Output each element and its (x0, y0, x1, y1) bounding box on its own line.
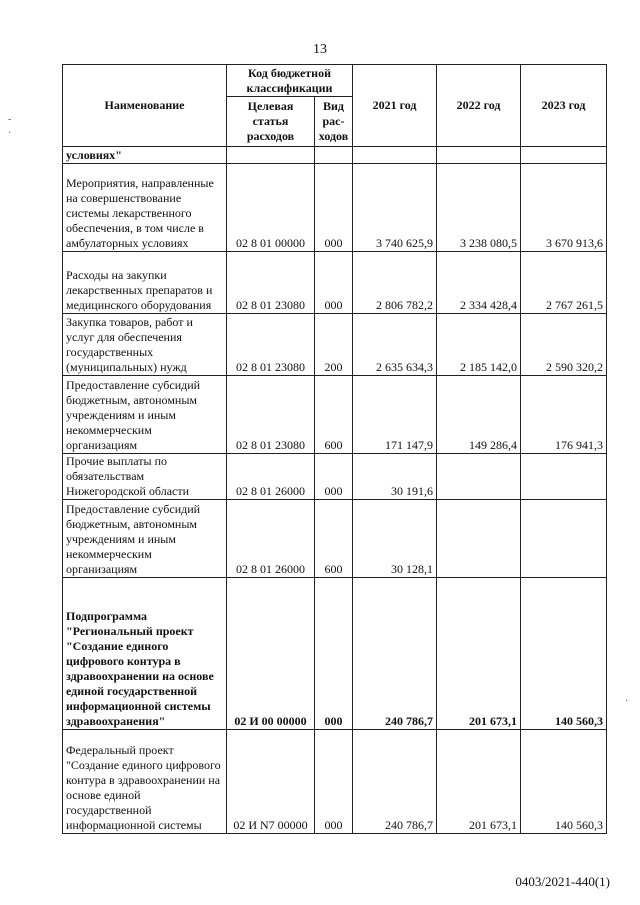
cell-2022: 2 334 428,4 (437, 252, 521, 314)
header-name: Наименование (63, 65, 227, 147)
cell-2023 (521, 500, 607, 578)
document-code: 0403/2021-440(1) (515, 874, 610, 889)
margin-mark: - (8, 114, 12, 125)
cell-2021: 240 786,7 (353, 578, 437, 730)
cell-2023: 2 590 320,2 (521, 314, 607, 376)
cell-2023: 3 670 913,6 (521, 164, 607, 252)
cell-2023 (521, 454, 607, 500)
header-target-article: Целевая статья расходов (227, 97, 315, 147)
cell-2022 (437, 147, 521, 164)
table-row (63, 164, 607, 252)
cell-target-article: 02 8 01 23080 (227, 314, 315, 376)
cell-2023: 140 560,3 (521, 730, 607, 834)
cell-target-article: 02 8 01 26000 (227, 454, 315, 500)
cell-name: Предоставление субсидий бюджетным, автономным учреждениям и иным некоммерческим организациям (63, 376, 227, 454)
cell-expense-type: 200 (315, 314, 353, 376)
cell-2021: 2 806 782,2 (353, 252, 437, 314)
table-body (63, 147, 607, 834)
cell-name: Подпрограмма "Региональный проект "Создание единого цифрового контура в здравоохранении на основе единой государственной информационной системы здравоохранения" (63, 578, 227, 730)
header-2023: 2023 год (521, 65, 607, 147)
page-number: 13 (313, 42, 327, 57)
table-row (63, 500, 607, 578)
margin-mark: · (625, 696, 629, 707)
cell-name: Федеральный проект "Создание единого цифрового контура в здравоохранении на основе единой государственной информационной системы (63, 730, 227, 834)
cell-2022: 2 185 142,0 (437, 314, 521, 376)
header-code-group: Код бюджетной классификации (227, 65, 353, 97)
cell-target-article: 02 8 01 00000 (227, 164, 315, 252)
cell-expense-type: 000 (315, 578, 353, 730)
cell-2022: 201 673,1 (437, 730, 521, 834)
margin-mark: · (8, 128, 12, 139)
cell-2023 (521, 147, 607, 164)
cell-2021 (353, 147, 437, 164)
table-row (63, 578, 607, 730)
cell-name: Закупка товаров, работ и услуг для обеспечения государственных (муниципальных) нужд (63, 314, 227, 376)
cell-expense-type: 000 (315, 252, 353, 314)
cell-name: Расходы на закупки лекарственных препаратов и медицинского оборудования (63, 252, 227, 314)
cell-target-article: 02 8 01 26000 (227, 500, 315, 578)
cell-2021: 240 786,7 (353, 730, 437, 834)
cell-2021: 171 147,9 (353, 376, 437, 454)
budget-table (62, 64, 607, 834)
cell-2022 (437, 454, 521, 500)
cell-target-article: 02 И N7 00000 (227, 730, 315, 834)
table-row (63, 252, 607, 314)
cell-name: Прочие выплаты по обязательствам Нижегородской области (63, 454, 227, 500)
cell-2021: 2 635 634,3 (353, 314, 437, 376)
cell-target-article: 02 8 01 23080 (227, 252, 315, 314)
cell-2022: 3 238 080,5 (437, 164, 521, 252)
cell-target-article: 02 8 01 23080 (227, 376, 315, 454)
cell-expense-type: 000 (315, 730, 353, 834)
cell-2023: 2 767 261,5 (521, 252, 607, 314)
header-expense-type: Вид рас-ходов (315, 97, 353, 147)
table-row (63, 454, 607, 500)
cell-2021: 30 128,1 (353, 500, 437, 578)
cell-name: Предоставление субсидий бюджетным, автономным учреждениям и иным некоммерческим организациям (63, 500, 227, 578)
cell-expense-type: 600 (315, 500, 353, 578)
cell-2022: 149 286,4 (437, 376, 521, 454)
table-row (63, 730, 607, 834)
cell-2023: 176 941,3 (521, 376, 607, 454)
table-row (63, 376, 607, 454)
header-2021: 2021 год (353, 65, 437, 147)
cell-expense-type: 000 (315, 454, 353, 500)
cell-expense-type (315, 147, 353, 164)
table-header (63, 65, 607, 147)
cell-2021: 3 740 625,9 (353, 164, 437, 252)
cell-name: условиях" (63, 147, 227, 164)
cell-expense-type: 600 (315, 376, 353, 454)
cell-2021: 30 191,6 (353, 454, 437, 500)
table-row (63, 147, 607, 164)
cell-target-article: 02 И 00 00000 (227, 578, 315, 730)
table-row (63, 314, 607, 376)
cell-expense-type: 000 (315, 164, 353, 252)
cell-2023: 140 560,3 (521, 578, 607, 730)
header-2022: 2022 год (437, 65, 521, 147)
cell-target-article (227, 147, 315, 164)
cell-2022 (437, 500, 521, 578)
cell-name: Мероприятия, направленные на совершенствование системы лекарственного обеспечения, в том числе в амбулаторных условиях (63, 164, 227, 252)
cell-2022: 201 673,1 (437, 578, 521, 730)
